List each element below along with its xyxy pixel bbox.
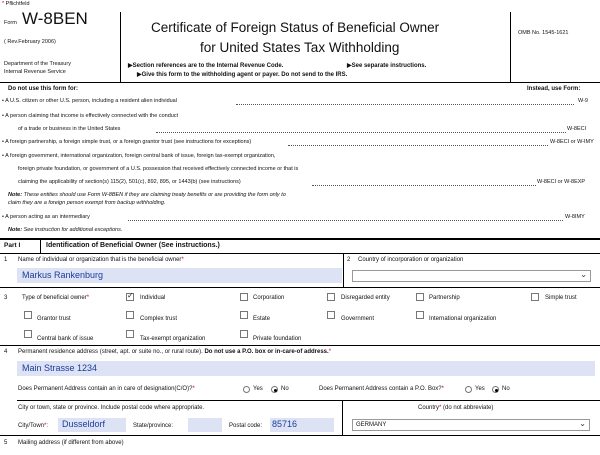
owner-type-central-bank-checkbox[interactable] [24,330,32,338]
owner-type-estate-label: Estate [253,316,271,322]
form-title-line-2: for United States Tax Withholding [200,40,400,55]
owner-type-simple-trust-label: Simple trust [545,295,577,301]
owner-type-complex-trust-checkbox[interactable] [126,311,134,319]
do-not-use-row: • A person claiming that income is effectively connected with the conduct [2,113,179,119]
owner-type-grantor-trust-checkbox[interactable] [24,311,32,319]
do-not-use-row: • A foreign partnership, a foreign simple trust, or a foreign grantor trust (see instructions for exceptions) [2,139,252,145]
beneficial-owner-name-value: Markus Rankenburg [22,270,104,280]
department-line-1: Department of the Treasury [4,61,71,67]
do-not-use-row: foreign private foundation, or government of a U.S. possession that received effectively connected income or that is [18,166,299,172]
owner-type-individual-checkbox[interactable] [126,293,134,301]
owner-type-tax-exempt-label: Tax-exempt organization [140,336,206,342]
owner-type-disregarded-label: Disregarded entity [341,295,390,301]
owner-type-estate-checkbox[interactable] [240,311,248,319]
required-note: * Pflichtfeld [2,1,30,7]
po-box-yes-label: Yes [475,386,485,392]
owner-type-partnership-label: Partnership [429,295,460,301]
owner-type-government-checkbox[interactable] [327,311,335,319]
state-label: State/province: [133,423,174,429]
owner-type-government-label: Government [341,316,375,322]
chevron-down-icon: ⌄ [580,270,587,279]
country-select[interactable] [352,419,590,431]
line-4-number: 4 [4,349,8,355]
owner-type-private-foundation-label: Private foundation [253,336,302,342]
owner-type-intl-org-checkbox[interactable] [416,311,424,319]
line-2-label: Country of incorporation or organization [358,257,464,263]
note-entities-cont: claim they are a foreign person exempt from backup withholding. [8,200,166,206]
owner-type-grantor-trust-label: Grantor trust [37,316,71,322]
permanent-address-value: Main Strasse 1234 [22,363,98,373]
owner-type-disregarded-checkbox[interactable] [327,293,335,301]
part-label: Part I [4,242,21,249]
do-not-use-row: claiming the applicability of section(s) 115(2), 501(c), 892, 895, or 1443(b) (see instructions) [18,179,241,185]
postal-code-value: 85716 [272,419,298,429]
do-not-use-row: • A foreign government, international organization, foreign central bank of issue, foreign tax-exempt organization, [2,153,276,159]
care-of-no-label: No [281,386,289,392]
line-5-label: Mailing address (if different from above) [18,440,124,446]
form-revision: ( Rev.February 2006) [4,39,56,45]
department-line-2: Internal Revenue Service [4,69,66,75]
owner-type-simple-trust-checkbox[interactable] [531,293,539,301]
note-entities: Note: These entities should use Form W-8BEN if they are claiming treaty benefits or are providing the form only to [8,192,286,198]
care-of-yes-label: Yes [253,386,263,392]
line-5-number: 5 [4,440,8,446]
po-box-yes-radio[interactable] [465,386,472,393]
do-not-use-heading: Do not use this form for: [8,86,78,92]
owner-type-corporation-checkbox[interactable] [240,293,248,301]
owner-type-partnership-checkbox[interactable] [416,293,424,301]
country-value: GERMANY [356,422,387,428]
city-value: Dusseldorf [62,419,106,429]
line-3-label: Type of beneficial owner* [22,295,90,301]
instead-form: W-8IMY [565,214,585,220]
country-label: Country* (do not abbreviate) [418,405,494,411]
instruction-give-form: ▶Give this form to the withholding agent or payer. Do not send to the IRS. [137,72,348,78]
state-input[interactable] [188,418,222,432]
line-4-label: Permanent residence address (street, apt. or suite no., or rural route). Do not use a P.O. box or in-care-of address.* [18,349,332,355]
owner-type-individual-label: Individual [140,295,166,301]
po-box-no-radio[interactable] [492,386,499,393]
care-of-question: Does Permanent Address contain an in care of designation(C/O)?* [18,386,195,392]
line-1-label: Name of individual or organization that is the beneficial owner* [18,257,184,263]
owner-type-central-bank-label: Central bank of issue [37,336,94,342]
instead-form: W-8ECI or W-8EXP [537,179,586,185]
owner-type-tax-exempt-checkbox[interactable] [126,330,134,338]
owner-type-intl-org-label: International organization [429,316,497,322]
omb-number: OMB No. 1545-1621 [518,30,569,36]
care-of-no-radio[interactable] [271,386,278,393]
instruction-section-refs: ▶Section references are to the Internal Revenue Code. [128,63,284,69]
postal-code-label: Postal code: [229,423,263,429]
owner-type-private-foundation-checkbox[interactable] [240,330,248,338]
do-not-use-row: • A U.S. citizen or other U.S. person, including a resident alien individual [2,98,177,104]
care-of-yes-radio[interactable] [243,386,250,393]
city-label: City/Town*: [18,423,49,429]
form-title-line-1: Certificate of Foreign Status of Beneficial Owner [151,20,440,35]
po-box-question: Does Permanent Address contain a P.O. Box?* [319,386,444,392]
instead-form: W-8ECI or W-IMY [550,139,594,145]
form-word: Form [4,20,17,26]
do-not-use-row: of a trade or business in the United States [18,126,121,132]
do-not-use-row: • A person acting as an intermediary [2,214,90,220]
part-title: Identification of Beneficial Owner (See instructions.) [46,242,220,249]
country-of-incorporation-select[interactable] [352,270,591,282]
owner-type-complex-trust-label: Complex trust [140,316,178,322]
owner-type-corporation-label: Corporation [253,295,285,301]
line-3-number: 3 [4,295,8,301]
chevron-down-icon: ⌄ [579,419,586,428]
instead-form: W-9 [578,98,588,104]
instruction-see-separate: ▶See separate instructions. [347,63,427,69]
note-additional: Note: See instruction for additional exceptions. [8,227,123,233]
line-1-number: 1 [4,257,8,263]
po-box-no-label: No [502,386,510,392]
permanent-address-input[interactable] [17,361,595,376]
line-2-number: 2 [347,257,351,263]
instead-use-heading: Instead, use Form: [527,86,581,92]
form-id: W-8BEN [22,9,88,28]
instead-form: W-8ECI [567,126,587,132]
city-row-label: City or town, state or province. Include postal code where appropriate. [18,405,205,411]
